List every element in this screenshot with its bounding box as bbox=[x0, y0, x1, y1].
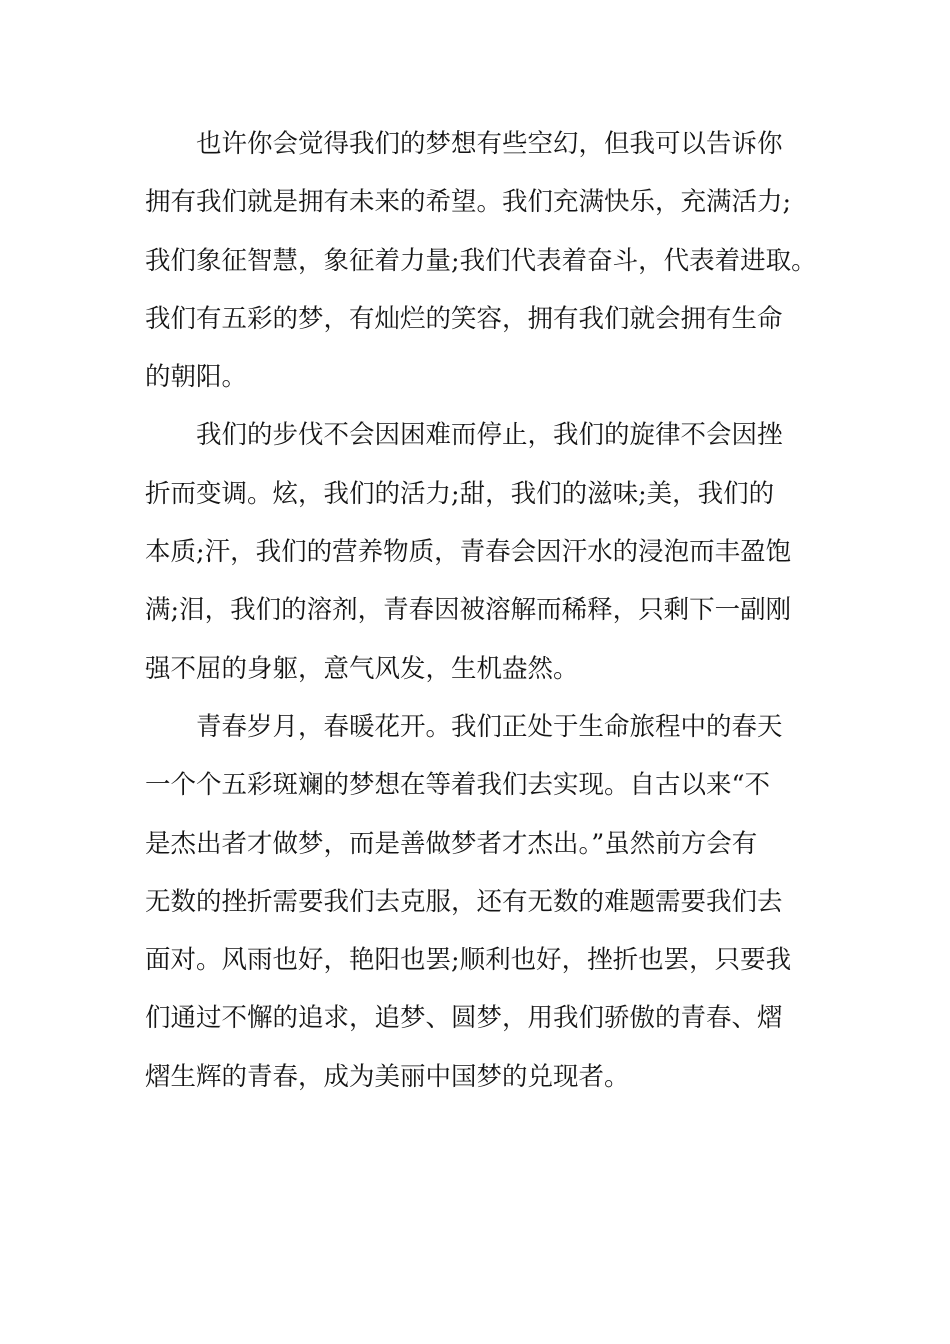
text-line: 是杰出者才做梦，而是善做梦者才杰出。”虽然前方会有 bbox=[145, 828, 758, 859]
document-body bbox=[145, 115, 835, 1106]
text-line: 我们有五彩的梦，有灿烂的笑容，拥有我们就会拥有生命 bbox=[145, 303, 783, 334]
text-line: 也许你会觉得我们的梦想有些空幻，但我可以告诉你 bbox=[196, 129, 783, 159]
text-line: 我们象征智慧，象征着力量;我们代表着奋斗，代表着进取。 bbox=[145, 245, 817, 276]
text-line: 无数的挫折需要我们去克服，还有无数的难题需要我们去 bbox=[145, 886, 783, 917]
paragraph-1 bbox=[145, 115, 835, 406]
text-line: 我们的步伐不会因困难而停止，我们的旋律不会因挫 bbox=[196, 420, 783, 451]
text-line: 折而变调。炫，我们的活力;甜，我们的滋味;美，我们的 bbox=[145, 478, 775, 509]
text-line: 拥有我们就是拥有未来的希望。我们充满快乐，充满活力; bbox=[145, 187, 792, 218]
text-line: 青春岁月，春暖花开。我们正处于生命旅程中的春天 bbox=[196, 711, 783, 742]
text-line: 熠生辉的青春，成为美丽中国梦的兑现者。 bbox=[145, 1061, 630, 1092]
text-line: 面对。风雨也好，艳阳也罢;顺利也好，挫折也罢，只要我 bbox=[145, 945, 792, 976]
paragraph-2 bbox=[145, 406, 835, 697]
text-line: 满;泪，我们的溶剂，青春因被溶解而稀释，只剩下一副刚 bbox=[145, 595, 792, 626]
text-line: 本质;汗，我们的营养物质，青春会因汗水的浸泡而丰盈饱 bbox=[145, 537, 792, 568]
text-line: 们通过不懈的追求，追梦、圆梦，用我们骄傲的青春、熠 bbox=[145, 1003, 783, 1034]
text-line: 强不屈的身躯，意气风发，生机盎然。 bbox=[145, 653, 579, 684]
paragraph-3 bbox=[145, 698, 835, 1106]
text-line: 一个个五彩斑斓的梦想在等着我们去实现。自古以来“不 bbox=[145, 770, 771, 801]
text-line: 的朝阳。 bbox=[145, 362, 248, 393]
